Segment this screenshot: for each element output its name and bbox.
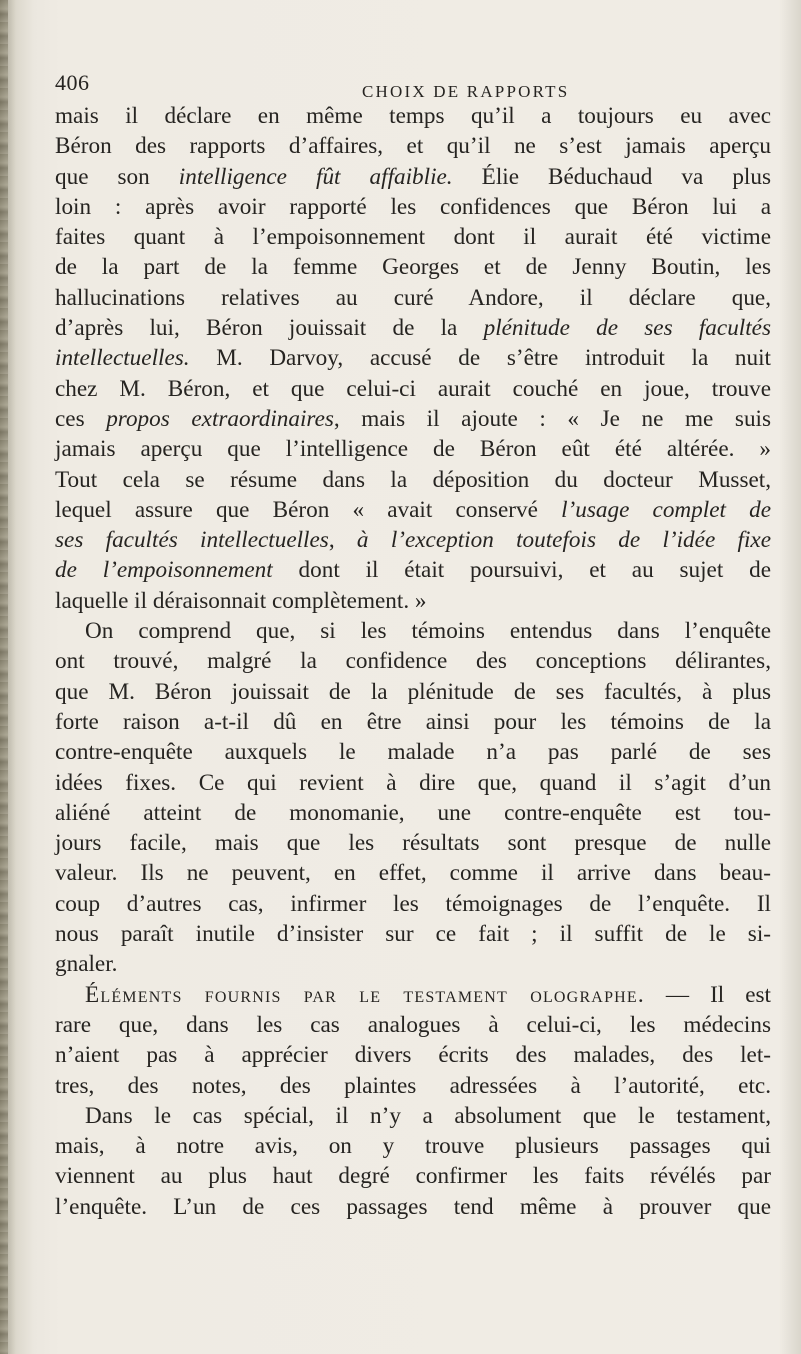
- text-line: mais, à notre avis, on y trouve plusieurs passages qui: [55, 1133, 771, 1160]
- text-line: jamais aperçu que l’intelligence de Béron eût été altérée. »: [55, 436, 771, 463]
- text-line: Tout cela se résume dans la déposition du docteur Musset,: [55, 466, 771, 493]
- italic-text: plénitude de ses facultés: [483, 315, 771, 342]
- italic-text: de l’empoisonnement: [55, 557, 273, 584]
- text-line: mais il déclare en même temps qu’il a toujours eu avec: [55, 103, 771, 129]
- text-line: gnaler.: [55, 951, 118, 978]
- page-gutter-shadow: [0, 0, 8, 1354]
- text-segment: dont il était poursuivi, et au sujet de: [272, 557, 772, 584]
- text-segment: lequel assure que Béron « avait conservé: [55, 496, 562, 523]
- text-line: n’aient pas à apprécier divers écrits des malades, des let-: [55, 1042, 771, 1069]
- body-text: [55, 101, 771, 1222]
- text-line: [55, 313, 771, 343]
- text-line: viennent au plus haut degré confirmer les faits révélés par: [55, 1163, 771, 1190]
- text-line: forte raison a-t-il dû en être ainsi pour les témoins de la: [55, 708, 771, 735]
- text-segment: ,: [328, 527, 357, 554]
- italic-text: à l’exception toutefois de l’idée fixe: [356, 527, 771, 554]
- italic-text: intellectuelles.: [55, 345, 190, 372]
- text-line: Béron des rapports d’affaires, et qu’il ne s’est jamais aperçu: [55, 133, 771, 160]
- text-line: contre-enquête auxquels le malade n’a pas parlé de ses: [55, 739, 771, 766]
- italic-text: l’usage complet de: [561, 496, 772, 523]
- text-line: que M. Béron jouissait de la plénitude de ses facultés, à plus: [55, 678, 771, 705]
- text-line: rare que, dans les cas analogues à celui-ci, les médecins: [55, 1011, 771, 1038]
- text-line: de la part de la femme Georges et de Jenny Boutin, les: [55, 254, 771, 281]
- text-line: jours facile, mais que les résultats sont presque de nulle: [55, 830, 771, 857]
- text-line: [55, 980, 771, 1010]
- text-line: valeur. Ils ne peuvent, en effet, comme il arrive dans beau-: [55, 860, 771, 887]
- text-line: l’enquête. L’un de ces passages tend même à prouver que: [55, 1193, 771, 1220]
- text-line: idées fixes. Ce qui revient à dire que, quand il s’agit d’un: [55, 769, 771, 796]
- text-line: On comprend que, si les témoins entendus dans l’enquête: [85, 618, 771, 645]
- text-line: [55, 555, 771, 585]
- text-line: chez M. Béron, et que celui-ci aurait couché en joue, trouve: [55, 375, 771, 402]
- text-line: tres, des notes, des plaintes adressées à l’autorité, etc.: [55, 1072, 771, 1099]
- text-line: laquelle il déraisonnait complètement. »: [55, 587, 427, 614]
- text-segment: Élie Béduchaud va plus: [452, 163, 771, 190]
- text-line: Dans le cas spécial, il n’y a absolument que le testament,: [85, 1102, 771, 1129]
- section-heading: Éléments fournis par le testament olographe.: [85, 981, 645, 1008]
- text-line: hallucinations relatives au curé Andore, il déclare que,: [55, 284, 771, 311]
- page-number: 406: [55, 70, 90, 95]
- running-head: CHOIX DE RAPPORTS: [362, 82, 570, 101]
- text-line: [55, 162, 771, 192]
- text-line: faites quant à l’empoisonnement dont il aurait été victime: [55, 224, 771, 251]
- text-line: [55, 343, 771, 373]
- text-line: coup d’autres cas, infirmer les témoignages de l’enquête. Il: [55, 890, 771, 917]
- text-segment: — Il est: [644, 981, 771, 1008]
- text-segment: que son: [55, 163, 179, 190]
- italic-text: ses facultés intellectuelles: [55, 527, 329, 554]
- text-line: [55, 525, 771, 555]
- italic-text: propos extraordinaires: [106, 405, 334, 432]
- text-segment: , mais il ajoute : « Je ne me suis: [333, 405, 772, 432]
- text-line: loin : après avoir rapporté les confidences que Béron lui a: [55, 193, 771, 220]
- text-line: aliéné atteint de monomanie, une contre-enquête est tou-: [55, 799, 771, 826]
- page-edge: [779, 0, 801, 1354]
- text-line: [55, 404, 771, 434]
- text-line: nous paraît inutile d’insister sur ce fait ; il suffit de le si-: [55, 921, 771, 948]
- italic-text: intelligence fût affaiblie.: [178, 163, 453, 190]
- text-segment: ces: [55, 405, 107, 432]
- text-segment: d’après lui, Béron jouissait de la: [55, 315, 484, 342]
- text-line: ont trouvé, malgré la confidence des conceptions délirantes,: [55, 648, 771, 675]
- text-segment: M. Darvoy, accusé de s’être introduit la nuit: [189, 345, 771, 372]
- text-line: [55, 495, 771, 525]
